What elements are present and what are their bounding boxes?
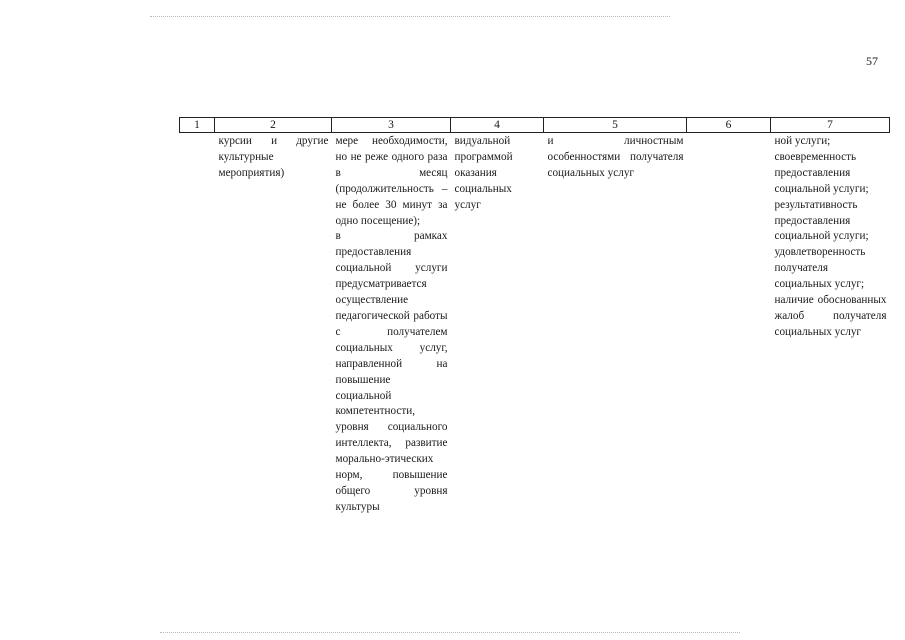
- scan-artifact-top: [150, 16, 670, 18]
- scan-artifact-bottom: [160, 632, 740, 634]
- frequency-text: мере необходимости, но не реже одного раза в месяц (продолжительность – не более 30 минут за одно посещение);: [335, 135, 448, 227]
- personal-features-text: и личностным особенностями получателя социальных услуг: [547, 135, 684, 179]
- criterion-text: ной услуги;: [774, 135, 831, 147]
- column-number: 1: [180, 118, 215, 133]
- column-number: 7: [771, 118, 890, 133]
- column-number: 2: [215, 118, 332, 133]
- cell-col-3: [332, 133, 451, 516]
- services-table: [179, 117, 890, 516]
- cell-col-7: [771, 133, 890, 516]
- program-text: видуальной программой оказания социальных услуг: [454, 135, 513, 211]
- column-number: 5: [544, 118, 687, 133]
- column-number: 6: [687, 118, 771, 133]
- cell-col-2: [215, 133, 332, 516]
- column-number: 4: [451, 118, 544, 133]
- cell-col-6: [687, 133, 771, 516]
- cell-col-5: [544, 133, 687, 516]
- page-number: 57: [866, 54, 878, 68]
- criterion-timeliness: своевременность предоставления социальной услуги;: [774, 150, 869, 195]
- column-number-row: [180, 118, 890, 133]
- criterion-satisfaction: удовлетворенность получателя социальных услуг;: [774, 246, 866, 291]
- table-row: [180, 133, 890, 516]
- criterion-complaints: наличие обоснованных жалоб получателя социальных услуг: [774, 294, 887, 338]
- criterion-effectiveness: результативность предоставления социальной услуги;: [774, 198, 869, 243]
- cell-col-4: [451, 133, 544, 516]
- service-description-text: в рамках предоставления социальной услуги предусматривается осуществление педагогической работы с получателем социальных услуг, направленной на повышение социальной компетентности, уровня социального интеллекта, развитие морально-этических норм, повышение общего уровня культуры: [335, 230, 448, 513]
- cell-col-1: [180, 133, 215, 516]
- column-number: 3: [332, 118, 451, 133]
- service-name-text: курсии и другие культурные мероприятия): [218, 135, 329, 179]
